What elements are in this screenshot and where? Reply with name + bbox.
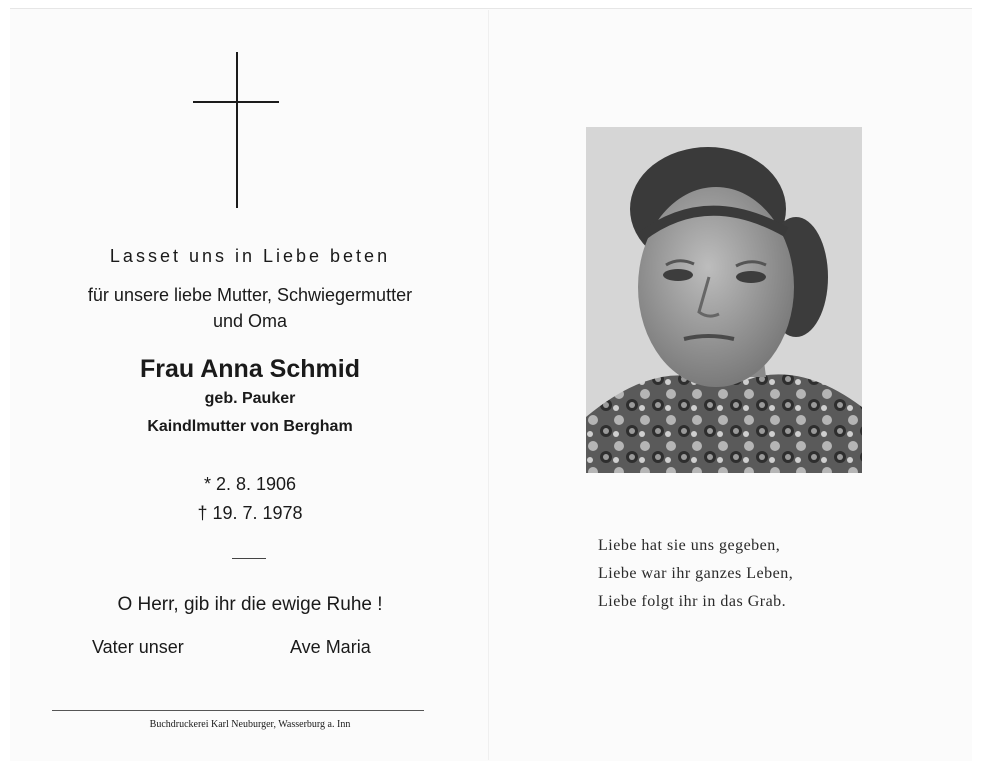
deceased-title: Kaindlmutter von Bergham <box>147 418 353 435</box>
maiden-name: geb. Pauker <box>204 390 296 407</box>
cross-icon <box>193 52 283 210</box>
card-fold <box>488 10 489 760</box>
verse-line: Liebe hat sie uns gegeben, <box>598 537 781 554</box>
left-panel <box>40 0 460 750</box>
verse-line: Liebe folgt ihr in das Grab. <box>598 593 787 610</box>
intro-line-2: und Oma <box>212 311 288 331</box>
verse <box>598 532 793 616</box>
death-date: † 19. 7. 1978 <box>197 503 303 523</box>
printer-credit: Buchdruckerei Karl Neuburger, Wasserburg a. Inn <box>149 719 351 730</box>
divider <box>232 558 266 559</box>
heading: Lasset uns in Liebe beten <box>109 246 391 266</box>
intro-line-1: für unsere liebe Mutter, Schwiegermutter <box>87 285 413 305</box>
prayer-text: O Herr, gib ihr die ewige Ruhe ! <box>117 594 383 615</box>
prayer-right: Ave Maria <box>290 637 371 657</box>
deceased-name: Frau Anna Schmid <box>140 355 360 383</box>
portrait-photo <box>586 127 862 473</box>
verse-line: Liebe war ihr ganzes Leben, <box>598 565 794 582</box>
prayer-left: Vater unser <box>92 637 184 657</box>
birth-date: * 2. 8. 1906 <box>203 474 297 494</box>
footer-rule <box>52 710 424 711</box>
